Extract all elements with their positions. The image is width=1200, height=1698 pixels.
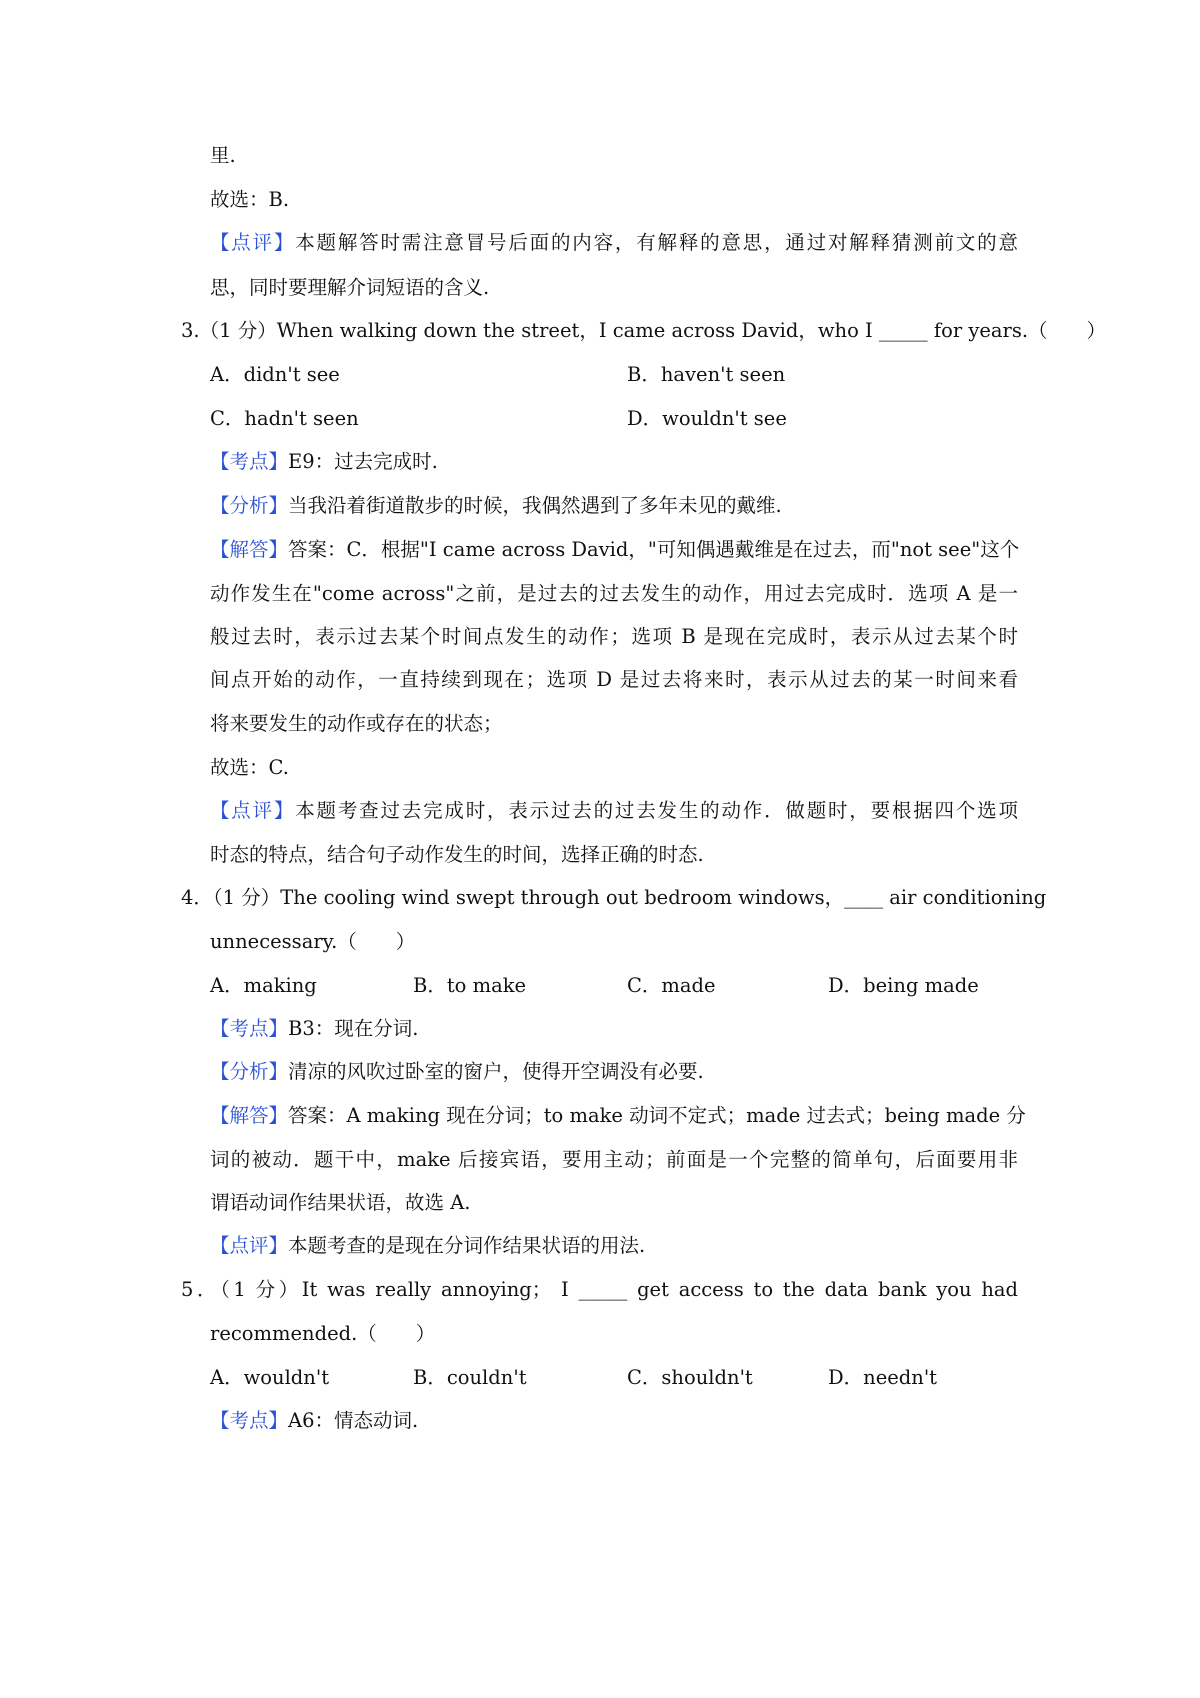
answer-line: 故选：B. xyxy=(210,188,290,211)
q3-jieda-1 xyxy=(210,536,1018,564)
q4-option-c: C．made xyxy=(627,974,716,997)
q3-jieda-2: 动作发生在"come across"之前，是过去的过去发生的动作，用过去完成时．选项 A 是一 xyxy=(210,582,1018,605)
kaodian-tag: 【考点】 xyxy=(210,1017,289,1040)
question-5-stem-2: recommended.（ ） xyxy=(210,1322,436,1345)
q4-jieda-3: 谓语动词作结果状语，故选 A. xyxy=(210,1191,471,1214)
q3-dianping-2: 时态的特点，结合句子动作发生的时间，选择正确的时态. xyxy=(210,843,704,866)
kaodian-text: B3：现在分词. xyxy=(288,1017,419,1040)
dianping-text: 本题考查过去完成时，表示过去的过去发生的动作．做题时，要根据四个选项 xyxy=(295,799,1018,822)
comment-line xyxy=(210,229,1018,257)
q4-option-b: B．to make xyxy=(413,974,527,997)
fenxi-text: 当我沿着街道散步的时候，我偶然遇到了多年未见的戴维. xyxy=(288,494,782,517)
q4-option-a: A．making xyxy=(210,974,317,997)
q5-option-c: C．shouldn't xyxy=(627,1366,753,1389)
jieda-tag: 【解答】 xyxy=(210,1104,289,1127)
q4-dianping xyxy=(210,1232,645,1260)
question-5-stem: 5．（1 分）It was really annoying； I _____ get access to the data bank you had xyxy=(181,1278,1018,1301)
q4-fenxi xyxy=(210,1058,704,1086)
q3-dianping-1 xyxy=(210,797,1018,825)
comment-line-2: 思，同时要理解介词短语的含义. xyxy=(210,276,490,299)
kaodian-text: E9：过去完成时. xyxy=(288,450,438,473)
q3-fenxi xyxy=(210,492,782,520)
q3-jieda-3: 般过去时，表示过去某个时间点发生的动作；选项 B 是现在完成时，表示从过去某个时 xyxy=(210,625,1018,648)
kaodian-text: A6：情态动词. xyxy=(288,1409,419,1432)
jieda-text: 答案：C．根据"I came across David，"可知偶遇戴维是在过去，而"not see"这个 xyxy=(288,538,1020,561)
kaodian-tag: 【考点】 xyxy=(210,450,289,473)
q3-jieda-5: 将来要发生的动作或存在的状态； xyxy=(210,712,503,735)
q3-option-b: B．haven't seen xyxy=(627,363,786,386)
q5-option-d: D．needn't xyxy=(828,1366,938,1389)
comment-text: 本题解答时需注意冒号后面的内容，有解释的意思，通过对解释猜测前文的意 xyxy=(295,231,1018,254)
q5-kaodian xyxy=(210,1407,418,1435)
jieda-text: 答案：A making 现在分词；to make 动词不定式；made 过去式；being made 分 xyxy=(288,1104,1026,1127)
question-4-stem: 4．（1 分）The cooling wind swept through out bedroom windows，____ air conditioning xyxy=(181,886,1047,909)
text-line: 里. xyxy=(210,144,236,167)
question-3-stem: 3.（1 分）When walking down the street，I came across David，who I _____ for years.（ ） xyxy=(181,319,1107,342)
fenxi-text: 清凉的风吹过卧室的窗户，使得开空调没有必要. xyxy=(288,1060,704,1083)
q3-option-a: A．didn't see xyxy=(210,363,340,386)
q4-jieda-2: 词的被动．题干中，make 后接宾语，要用主动；前面是一个完整的简单句，后面要用非 xyxy=(210,1148,1018,1171)
q3-kaodian xyxy=(210,448,438,476)
dianping-tag: 【点评】 xyxy=(210,1234,289,1257)
q3-answer: 故选：C. xyxy=(210,756,289,779)
dianping-tag: 【点评】 xyxy=(210,799,296,822)
fenxi-tag: 【分析】 xyxy=(210,1060,289,1083)
q4-option-d: D．being made xyxy=(828,974,979,997)
jieda-tag: 【解答】 xyxy=(210,538,289,561)
comment-tag: 【点评】 xyxy=(210,231,296,254)
q3-option-c: C．hadn't seen xyxy=(210,407,359,430)
q3-option-d: D．wouldn't see xyxy=(627,407,787,430)
q5-option-b: B．couldn't xyxy=(413,1366,527,1389)
q3-jieda-4: 间点开始的动作，一直持续到现在；选项 D 是过去将来时，表示从过去的某一时间来看 xyxy=(210,668,1018,691)
dianping-text: 本题考查的是现在分词作结果状语的用法. xyxy=(288,1234,646,1257)
q4-kaodian xyxy=(210,1015,418,1043)
q5-option-a: A．wouldn't xyxy=(210,1366,330,1389)
fenxi-tag: 【分析】 xyxy=(210,494,289,517)
q4-jieda-1 xyxy=(210,1102,1026,1130)
kaodian-tag: 【考点】 xyxy=(210,1409,289,1432)
question-4-stem-2: unnecessary.（ ） xyxy=(210,930,416,953)
